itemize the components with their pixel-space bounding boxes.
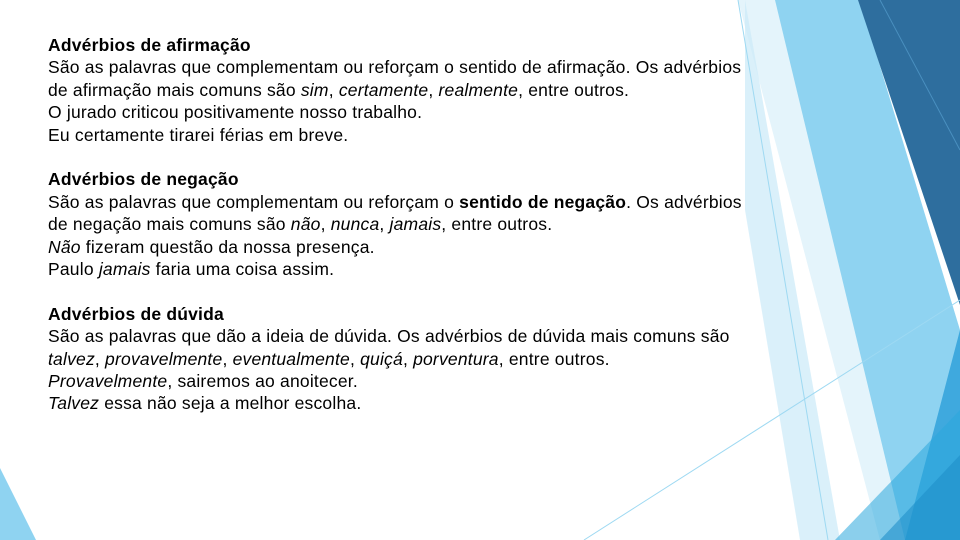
term: talvez xyxy=(48,348,95,369)
section-negacao xyxy=(48,168,748,280)
separator: , xyxy=(402,348,414,369)
bold-term: sentido de negação xyxy=(459,191,627,212)
separator: , xyxy=(428,79,439,100)
example-sentence: O jurado criticou positivamente nosso trabalho. xyxy=(48,102,423,123)
section-duvida xyxy=(48,303,748,415)
separator: , xyxy=(320,214,331,235)
term: quiçá xyxy=(360,348,403,369)
example-adverb: Provavelmente xyxy=(48,371,168,392)
example-sentence xyxy=(48,370,748,392)
term: porventura xyxy=(413,348,499,369)
definition-text: São as palavras que complementam ou reforçam o sentido de afirmação. Os advérbios de afirmação mais comuns são xyxy=(48,57,742,100)
term: eventualmente xyxy=(232,348,350,369)
example-text: Paulo xyxy=(48,259,99,280)
definition-text: São as palavras que dão a ideia de dúvida. Os advérbios de dúvida mais comuns são xyxy=(48,326,730,347)
term: certamente xyxy=(338,79,429,100)
definition-text: . Os advérbios de negação mais comuns são xyxy=(48,191,742,235)
section-heading: Advérbios de dúvida xyxy=(48,303,224,324)
separator: , xyxy=(349,348,361,369)
section-definition xyxy=(48,56,748,101)
definition-tail: , entre outros. xyxy=(441,214,553,235)
example-text: , sairemos ao anoitecer. xyxy=(167,371,358,392)
separator: , xyxy=(328,79,339,100)
definition-tail: , entre outros. xyxy=(518,79,630,100)
example-text: fizeram questão da nossa presença. xyxy=(80,236,375,257)
section-heading: Advérbios de afirmação xyxy=(48,35,251,55)
section-definition xyxy=(48,325,748,370)
example-adverb: Não xyxy=(48,236,81,257)
separator: , xyxy=(222,348,233,369)
section-definition xyxy=(48,191,748,236)
term: sim xyxy=(300,79,329,100)
section-heading: Advérbios de negação xyxy=(48,169,239,190)
example-sentence xyxy=(48,258,748,280)
bottom-left-triangle xyxy=(0,468,36,540)
term: provavelmente xyxy=(105,348,223,369)
definition-tail: , entre outros. xyxy=(498,348,610,369)
term: não xyxy=(290,214,321,235)
example-text: faria uma coisa assim. xyxy=(150,259,335,280)
example-sentence xyxy=(48,236,748,258)
example-adverb: Talvez xyxy=(48,393,100,414)
section-afirmacao xyxy=(48,34,748,146)
separator: , xyxy=(94,348,106,369)
example-sentence xyxy=(48,392,748,414)
example-adverb: jamais xyxy=(98,259,151,280)
definition-text: São as palavras que complementam ou reforçam o xyxy=(48,191,460,212)
term: jamais xyxy=(389,214,442,235)
separator: , xyxy=(379,214,390,235)
term: nunca xyxy=(330,214,380,235)
slide-content xyxy=(48,34,748,437)
term: realmente xyxy=(438,79,519,100)
example-sentence: Eu certamente tirarei férias em breve. xyxy=(48,124,349,145)
example-text: essa não seja a melhor escolha. xyxy=(99,393,362,414)
